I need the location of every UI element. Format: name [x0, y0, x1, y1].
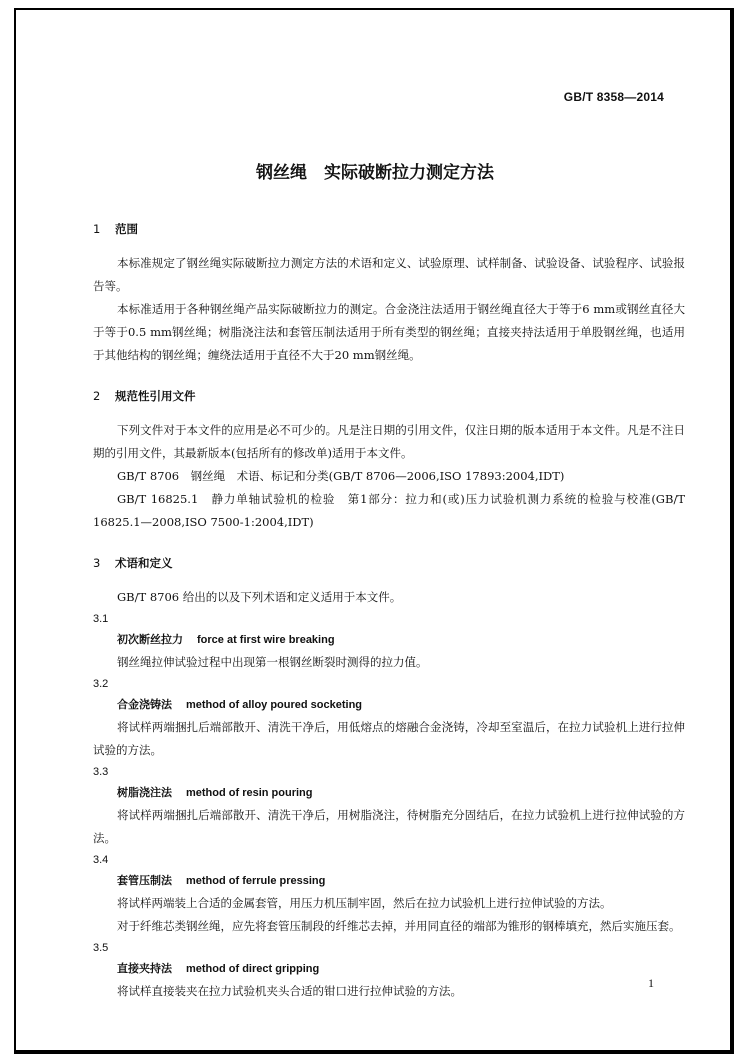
term-heading	[93, 694, 685, 716]
paragraph: GB/T 8706 给出的以及下列术语和定义适用于本文件。	[117, 590, 402, 604]
section-title: 范围	[115, 222, 138, 236]
term-heading	[93, 958, 685, 980]
page-number: 1	[648, 976, 654, 990]
section-number: 1	[93, 222, 101, 236]
term-heading	[93, 870, 685, 892]
term-heading	[93, 629, 685, 651]
term-english: method of direct gripping	[186, 963, 320, 975]
section-number: 3	[93, 556, 101, 570]
term-number: 3.3	[93, 766, 109, 778]
standard-number: GB/T 8358—2014	[563, 90, 664, 104]
paragraph: 下列文件对于本文件的应用是必不可少的。凡是注日期的引用文件，仅注日期的版本适用于本文件。凡是不注日期的引用文件，其最新版本(包括所有的修改单)适用于本文件。	[93, 423, 685, 460]
term-chinese: 初次断丝拉力	[117, 633, 183, 646]
reference-item: GB/T 16825.1 静力单轴试验机的检验 第1部分：拉力和(或)压力试验机测力系统的检验与校准(GB/T 16825.1—2008,ISO 7500-1:2004,IDT)	[93, 492, 685, 529]
term-english: method of alloy poured socketing	[186, 699, 363, 711]
section-title: 规范性引用文件	[115, 389, 196, 403]
term-definition: 将试样两端捆扎后端部散开、清洗干净后，用低熔点的熔融合金浇铸，冷却至室温后，在拉力试验机上进行拉伸试验的方法。	[93, 720, 685, 757]
term-definition: 将试样两端捆扎后端部散开、清洗干净后，用树脂浇注，待树脂充分固结后，在拉力试验机上进行拉伸试验的方法。	[93, 808, 685, 845]
term-english: method of resin pouring	[186, 787, 313, 799]
term-number: 3.4	[93, 854, 109, 866]
paragraph: 本标准适用于各种钢丝绳产品实际破断拉力的测定。合金浇注法适用于钢丝绳直径大于等于6 mm或钢丝直径大于等于0.5 mm钢丝绳；树脂浇注法和套管压制法适用于所有类型的钢丝绳；直接夹持法适用于单股钢丝绳，也适用于其他结构的钢丝绳；缠绕法适用于直径不大于20 mm钢丝绳。	[93, 302, 685, 362]
term-chinese: 合金浇铸法	[117, 698, 172, 711]
document-title: 钢丝绳 实际破断拉力测定方法	[256, 163, 494, 183]
term-definition: 将试样直接装夹在拉力试验机夹头合适的钳口进行拉伸试验的方法。	[117, 984, 462, 998]
term-english: force at first wire breaking	[197, 634, 335, 646]
section-1-heading	[93, 220, 685, 238]
term-english: method of ferrule pressing	[186, 875, 326, 887]
document-body	[93, 220, 685, 1003]
term-chinese: 直接夹持法	[117, 962, 172, 975]
reference-item: GB/T 8706 钢丝绳 术语、标记和分类(GB/T 8706—2006,ISO 17893:2004,IDT)	[117, 469, 565, 483]
term-number: 3.1	[93, 613, 109, 625]
term-chinese: 套管压制法	[117, 874, 172, 887]
term-heading	[93, 782, 685, 804]
term-definition: 将试样两端装上合适的金属套管，用压力机压制牢固，然后在拉力试验机上进行拉伸试验的方法。	[117, 896, 612, 910]
section-number: 2	[93, 389, 101, 403]
term-definition: 钢丝绳拉伸试验过程中出现第一根钢丝断裂时测得的拉力值。	[117, 655, 428, 669]
term-chinese: 树脂浇注法	[117, 786, 172, 799]
section-2-heading	[93, 387, 685, 405]
term-definition: 对于纤维芯类钢丝绳，应先将套管压制段的纤维芯去掉，并用同直径的端部为锥形的钢棒填充，然后实施压套。	[117, 919, 681, 933]
paragraph: 本标准规定了钢丝绳实际破断拉力测定方法的术语和定义、试验原理、试样制备、试验设备、试验程序、试验报告等。	[93, 256, 685, 293]
section-title: 术语和定义	[115, 556, 173, 570]
term-number: 3.5	[93, 942, 109, 954]
term-number: 3.2	[93, 678, 109, 690]
section-3-heading	[93, 554, 685, 572]
